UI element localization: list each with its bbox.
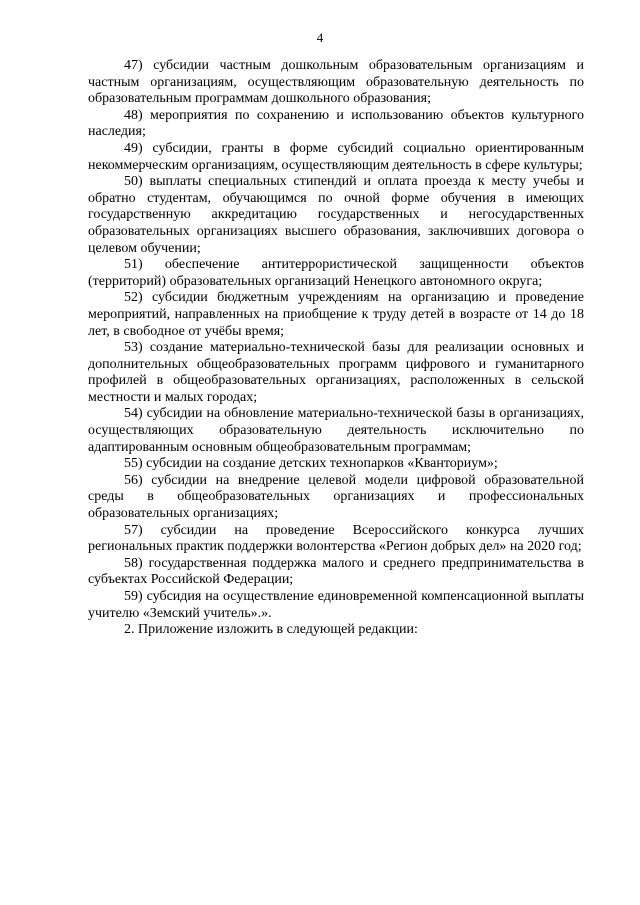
paragraph-item-52: 52) субсидии бюджетным учреждениям на организацию и проведение мероприятий, направленных на приобщение к труду детей в возрасте от 14 до 18 лет, в свободное от учёбы время;	[88, 290, 584, 339]
paragraph-item-49: 49) субсидии, гранты в форме субсидий социально ориентированным некоммерческим организациям, осуществляющим деятельность в сфере культуры;	[88, 140, 584, 173]
page-number: 4	[316, 30, 324, 45]
paragraph-item-56: 56) субсидии на внедрение целевой модели цифровой образовательной среды в общеобразовательных организациях и профессиональных образовательных организациях;	[88, 472, 584, 522]
document-body	[88, 58, 584, 639]
paragraph-item-58: 58) государственная поддержка малого и среднего предпринимательства в субъектах Российской Федерации;	[88, 555, 584, 588]
paragraph-item-50: 50) выплаты специальных стипендий и оплата проезда к месту учебы и обратно студентам, обучающимся по очной форме обучения в имеющих государственную аккредитацию государственных и негосударственных образовательных организациях высшего образования, заключивших договора о целевом обучении;	[88, 174, 584, 256]
paragraph-item-55: 55) субсидии на создание детских технопарков «Кванториум»;	[124, 456, 498, 472]
paragraph-item-54: 54) субсидии на обновление материально-технической базы в организациях, осуществляющих образовательную деятельность исключительно по адаптированным основным общеобразовательным программам;	[88, 406, 584, 455]
paragraph-item-53: 53) создание материально-технической базы для реализации основных и дополнительных общеобразовательных программ цифрового и гуманитарного профилей в общеобразовательных организациях, расположенных в сельской местности и малых городах;	[88, 340, 584, 405]
paragraph-item-59: 59) субсидия на осуществление единовременной компенсационной выплаты учителю «Земский учитель».».	[88, 589, 584, 621]
paragraph-item-57: 57) субсидии на проведение Всероссийского конкурса лучших региональных практик поддержки волонтерства «Регион добрых дел» на 2020 год;	[88, 522, 584, 555]
paragraph-item-48: 48) мероприятия по сохранению и использованию объектов культурного наследия;	[88, 107, 584, 140]
paragraph-item-51: 51) обеспечение антитеррористической защищенности объектов (территорий) образовательных организаций Ненецкого автономного округа;	[88, 257, 584, 289]
paragraph-item-47: 47) субсидии частным дошкольным образовательным организациям и частным организациям, осуществляющим образовательную деятельность по образовательным программам дошкольного образования;	[88, 58, 584, 107]
paragraph-appendix-instruction: 2. Приложение изложить в следующей редакции:	[124, 622, 418, 638]
